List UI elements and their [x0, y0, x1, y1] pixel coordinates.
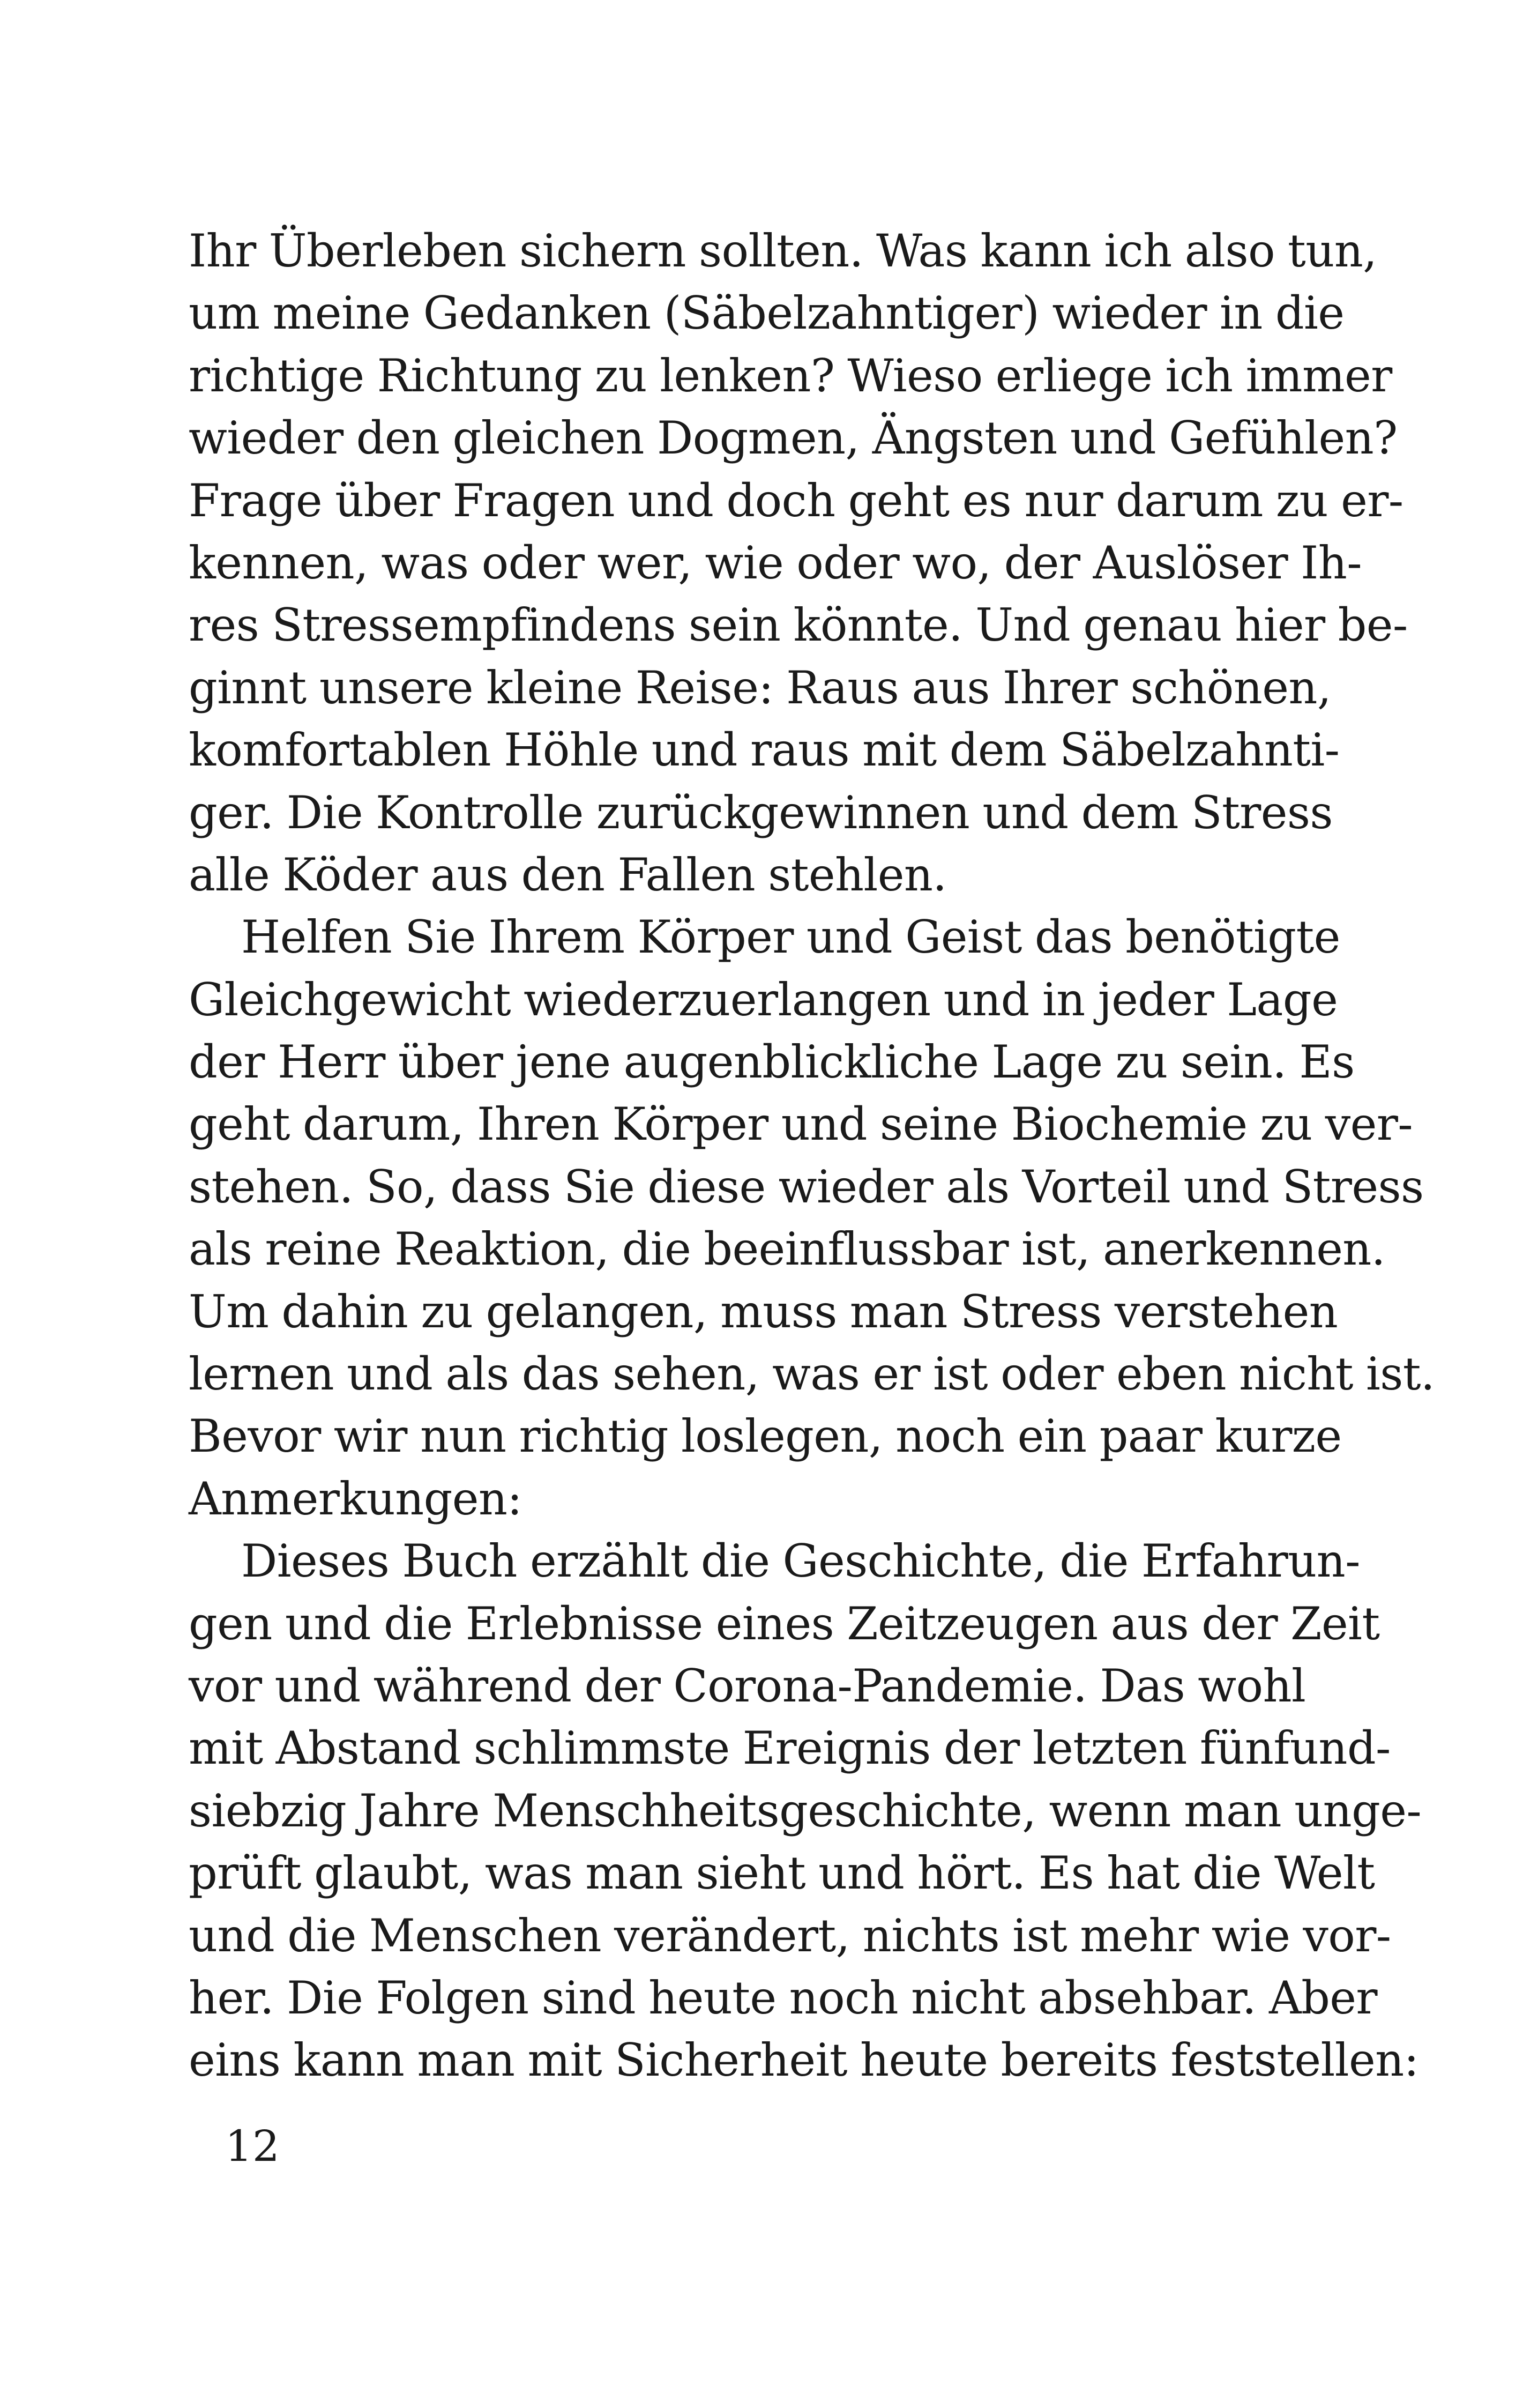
text-line: her. Die Folgen sind heute noch nicht absehbar. Aber — [189, 1971, 1377, 2024]
text-line: Um dahin zu gelangen, muss man Stress verstehen — [189, 1285, 1338, 1338]
text-line: geht darum, Ihren Körper und seine Biochemie zu ver- — [189, 1098, 1413, 1151]
page-number: 12 — [225, 2121, 280, 2171]
text-line: vor und während der Corona-Pandemie. Das wohl — [189, 1659, 1306, 1712]
text-line: siebzig Jahre Menschheitsgeschichte, wenn man unge- — [189, 1784, 1422, 1837]
text-line: mit Abstand schlimmste Ereignis der letzten fünfund- — [189, 1722, 1391, 1775]
text-line: alle Köder aus den Fallen stehlen. — [189, 848, 947, 901]
text-line: und die Menschen verändert, nichts ist mehr wie vor- — [189, 1909, 1391, 1962]
text-line: der Herr über jene augenblickliche Lage zu sein. Es — [189, 1036, 1355, 1089]
text-line: kennen, was oder wer, wie oder wo, der Auslöser Ih- — [189, 536, 1362, 589]
text-line: gen und die Erlebnisse eines Zeitzeugen aus der Zeit — [189, 1597, 1380, 1650]
text-line: als reine Reaktion, die beeinflussbar ist, anerkennen. — [189, 1223, 1385, 1276]
text-line: ger. Die Kontrolle zurückgewinnen und dem Stress — [189, 786, 1333, 839]
text-line: res Stressempfindens sein könnte. Und genau hier be- — [189, 599, 1408, 652]
paragraph — [189, 906, 1435, 1530]
text-line: Anmerkungen: — [189, 1472, 522, 1525]
text-line: ginnt unsere kleine Reise: Raus aus Ihrer schönen, — [189, 661, 1331, 714]
text-line: wieder den gleichen Dogmen, Ängsten und Gefühlen? — [189, 412, 1398, 465]
text-line: eins kann man mit Sicherheit heute bereits feststellen: — [189, 2034, 1419, 2087]
paragraph — [189, 220, 1408, 906]
text-line: lernen und als das sehen, was er ist oder eben nicht ist. — [189, 1348, 1435, 1401]
text-line: Helfen Sie Ihrem Körper und Geist das benötigte — [241, 911, 1340, 964]
paragraph — [189, 1530, 1422, 2092]
text-line: Frage über Fragen und doch geht es nur darum zu er- — [189, 474, 1403, 527]
text-line: stehen. So, dass Sie diese wieder als Vorteil und Stress — [189, 1160, 1424, 1213]
text-line: um meine Gedanken (Säbelzahntiger) wieder in die — [189, 287, 1345, 340]
text-line: Bevor wir nun richtig loslegen, noch ein paar kurze — [189, 1410, 1342, 1463]
text-line: komfortablen Höhle und raus mit dem Säbelzahnti- — [189, 724, 1340, 777]
text-line: Dieses Buch erzählt die Geschichte, die Erfahrun- — [241, 1535, 1360, 1588]
text-line: richtige Richtung zu lenken? Wieso erliege ich immer — [189, 349, 1392, 402]
body-text — [189, 220, 1435, 2092]
text-line: Ihr Überleben sichern sollten. Was kann ich also tun, — [189, 225, 1377, 277]
text-line: prüft glaubt, was man sieht und hört. Es hat die Welt — [189, 1847, 1375, 1900]
text-line: Gleichgewicht wiederzuerlangen und in jeder Lage — [189, 973, 1338, 1026]
